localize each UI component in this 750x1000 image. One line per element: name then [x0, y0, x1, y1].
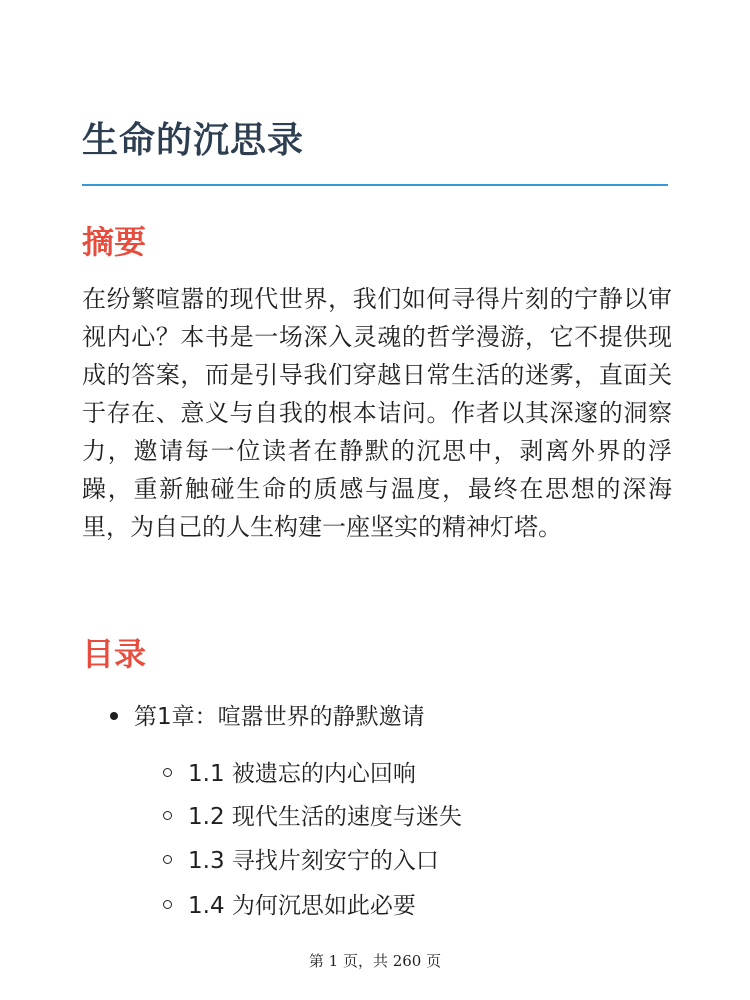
bullet-circle-icon [163, 855, 172, 864]
abstract-heading: 摘要 [82, 223, 147, 261]
book-title: 生命的沉思录 [82, 120, 305, 161]
bullet-circle-icon [163, 900, 172, 909]
toc-chapter-label: 第1章：喧嚣世界的静默邀请 [134, 704, 425, 730]
toc-section-label: 1.3 寻找片刻安宁的入口 [188, 848, 439, 874]
bullet-circle-icon [163, 811, 172, 820]
toc-section-label: 1.2 现代生活的速度与迷失 [188, 804, 462, 830]
toc-section-1-3[interactable] [163, 841, 439, 881]
toc-section-1-4[interactable] [163, 886, 416, 926]
page-number: 第 1 页，共 260 页 [308, 952, 442, 970]
bullet-disc-icon [110, 712, 118, 720]
toc-heading: 目录 [82, 635, 147, 673]
toc-section-1-1[interactable] [163, 754, 416, 794]
bullet-circle-icon [163, 768, 172, 777]
toc-section-label: 1.1 被遗忘的内心回响 [188, 761, 416, 787]
toc-section-1-2[interactable] [163, 797, 462, 837]
toc-chapter-1[interactable] [110, 697, 425, 737]
toc-section-label: 1.4 为何沉思如此必要 [188, 893, 416, 919]
abstract-paragraph: 在纷繁喧嚣的现代世界，我们如何寻得片刻的宁静以审视内心？本书是一场深入灵魂的哲学漫游，它不提供现成的答案，而是引导我们穿越日常生活的迷雾，直面关于存在、意义与自我的根本诘问。作者以其深邃的洞察力，邀请每一位读者在静默的沉思中，剥离外界的浮躁，重新触碰生命的质感与温度，最终在思想的深海里，为自己的人生构建一座坚实的精神灯塔。 [82, 285, 672, 541]
title-divider [82, 184, 668, 186]
